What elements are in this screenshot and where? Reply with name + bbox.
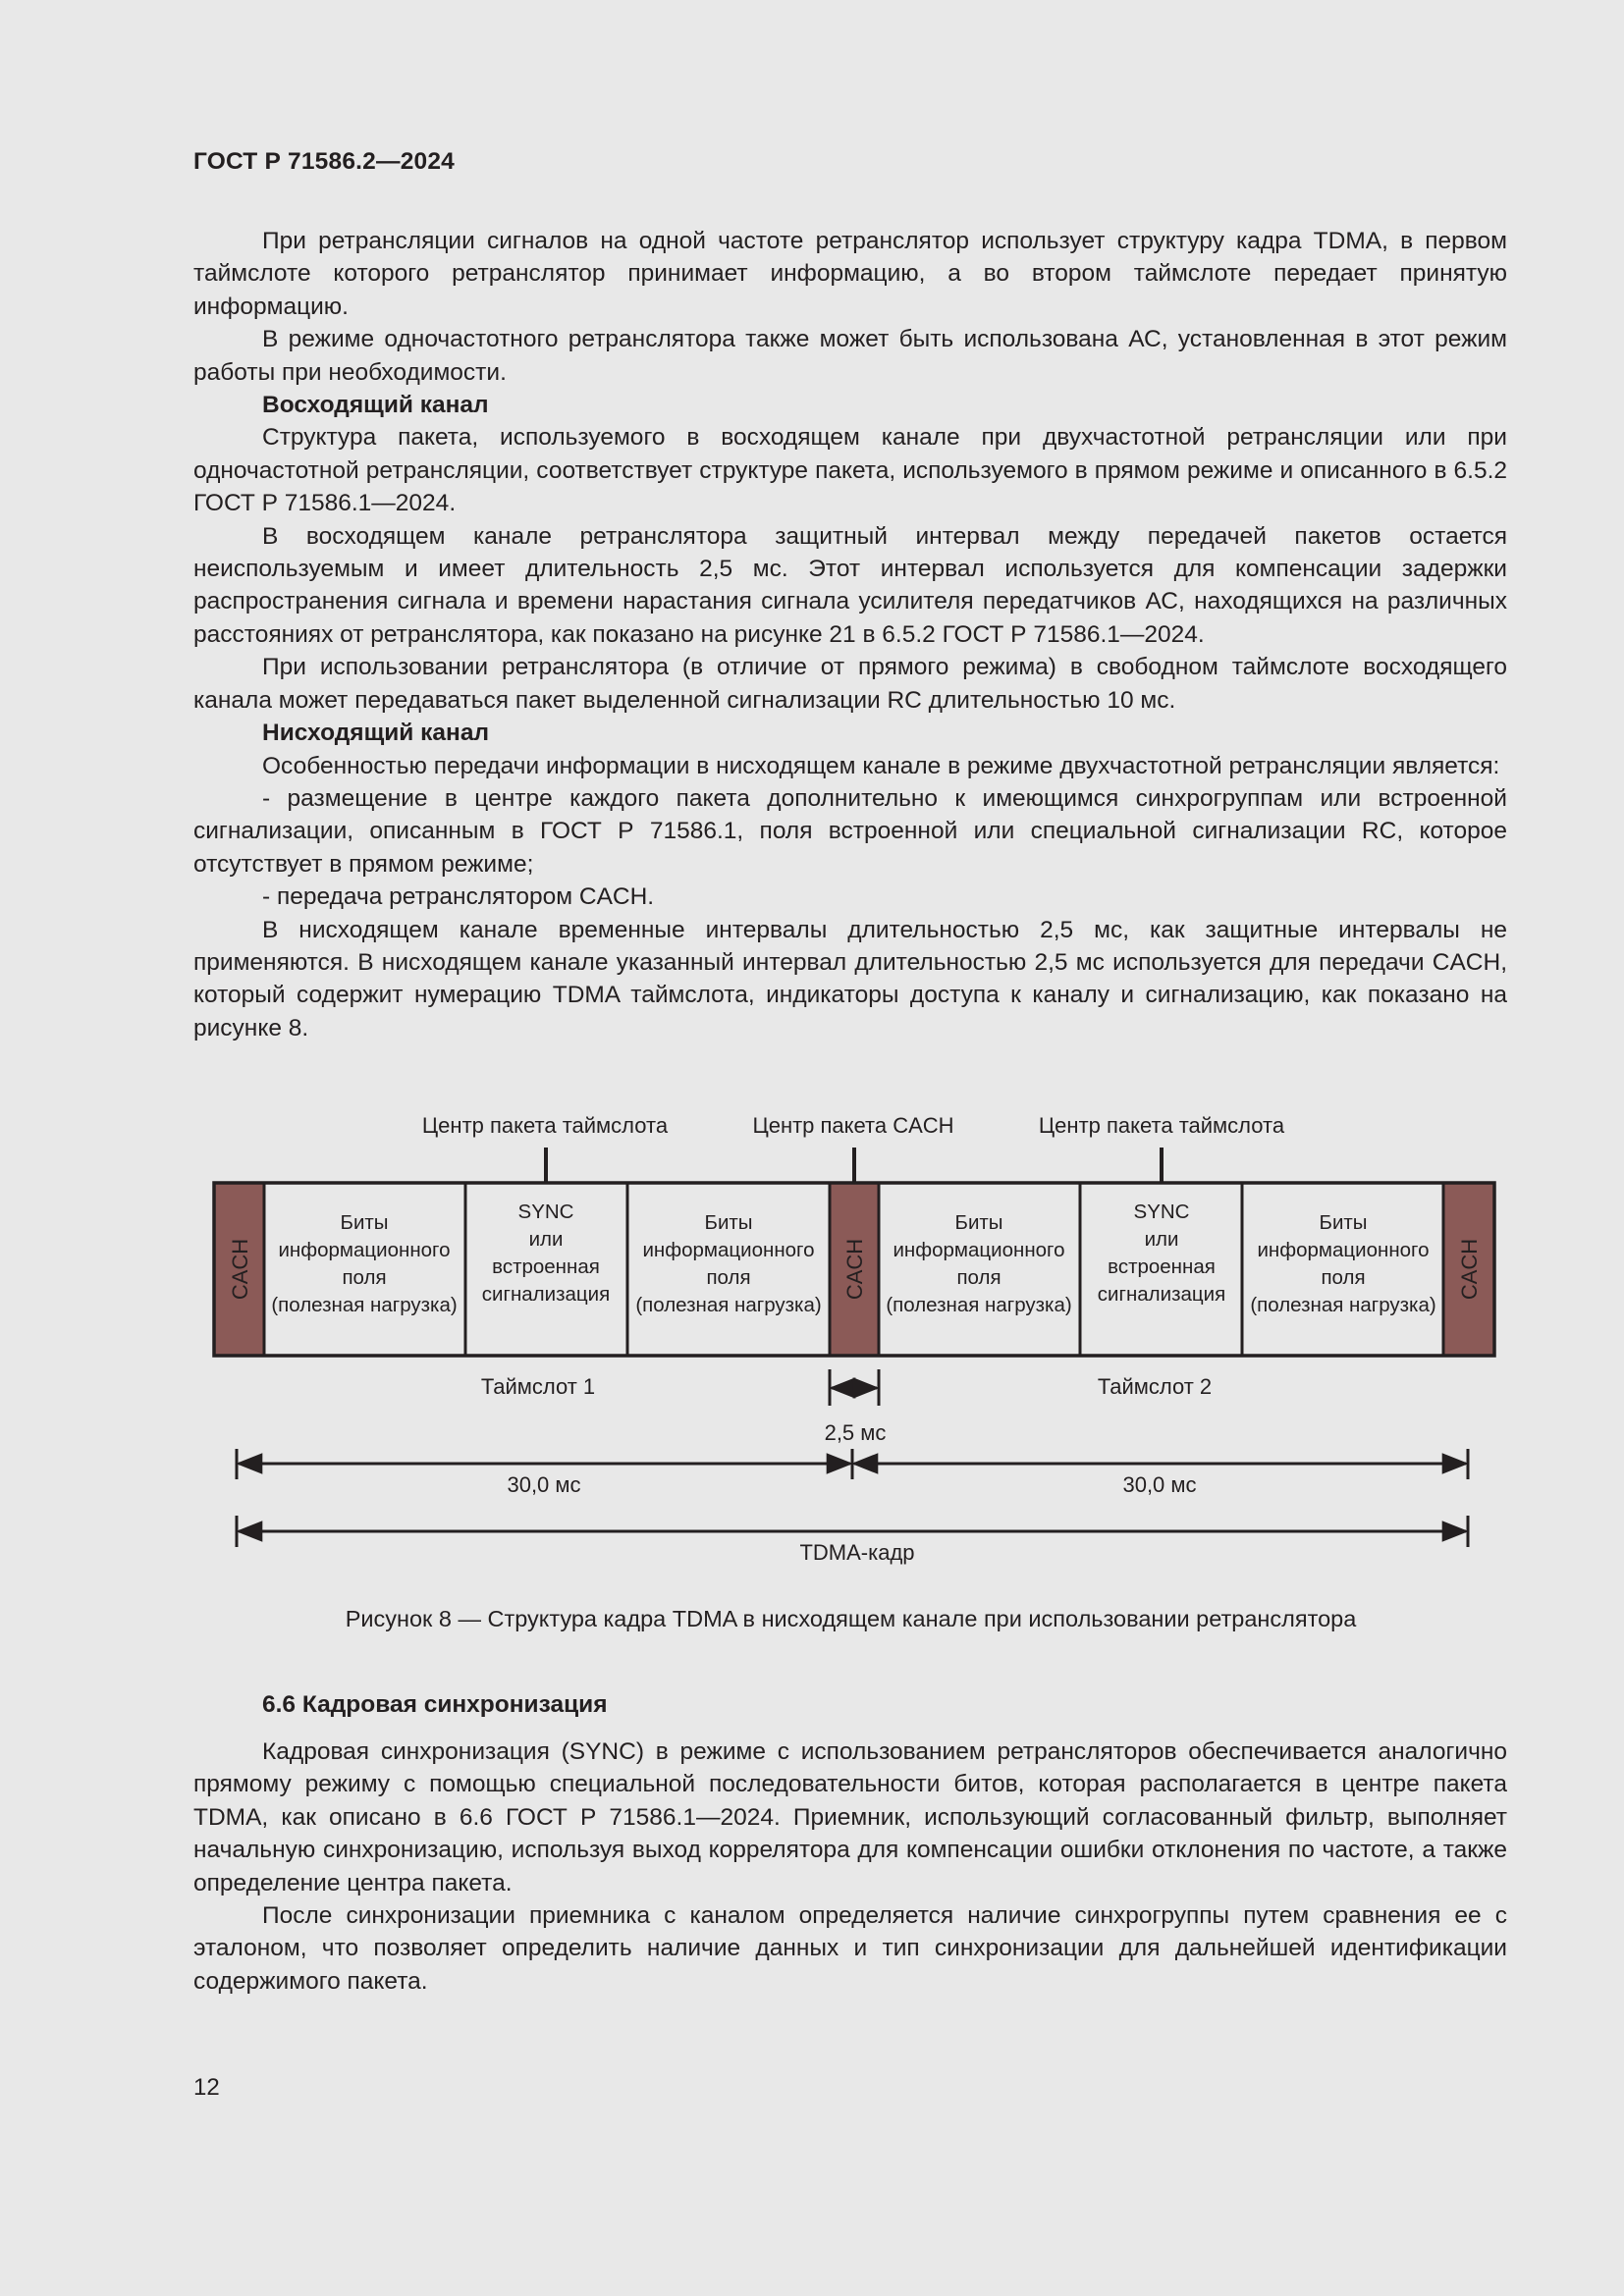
subheading-downlink: Нисходящий канал [262, 720, 490, 747]
svg-text:сигнализация: сигнализация [1097, 1283, 1226, 1306]
half-frame-label-2: 30,0 мс [1122, 1472, 1197, 1497]
half-frame-dimensions [237, 1449, 1468, 1479]
paragraph: После синхронизации приемника с каналом определяется наличие синхрогруппы путем сравнения ее с эталоном, что позволяет определить наличие данных и тип синхронизации для дальнейшей идентификации содержимого пакета. [193, 1902, 1507, 1995]
sync-field-1 [482, 1201, 610, 1306]
gap-dimension [830, 1369, 879, 1406]
svg-text:информационного: информационного [893, 1239, 1065, 1261]
info-field-4 [1250, 1211, 1435, 1316]
svg-text:(полезная нагрузка): (полезная нагрузка) [1250, 1294, 1436, 1316]
frame-label: TDMA-кадр [799, 1540, 915, 1565]
svg-text:Биты: Биты [1319, 1211, 1368, 1234]
cach-label-1: CACH [228, 1238, 252, 1301]
cach-label-2: CACH [842, 1238, 867, 1301]
svg-text:или: или [528, 1228, 564, 1251]
svg-text:(полезная нагрузка): (полезная нагрузка) [271, 1294, 458, 1316]
document-header: ГОСТ Р 71586.2—2024 [193, 148, 455, 175]
svg-text:поля: поля [1321, 1266, 1366, 1289]
svg-text:встроенная: встроенная [492, 1255, 600, 1278]
paragraph: Кадровая синхронизация (SYNC) в режиме с использованием ретрансляторов обеспечивается аналогично прямому режиму с помощью специальной последовательности битов, которая располагается в центре пакета TDMA, как описано в 6.6 ГОСТ Р 71586.1—2024. Приемник, использующий согласованный фильтр, выполняет начальную синхронизацию, используя выход коррелятора для компенсации ошибки отклонения по частоте, а также определение центра пакета. [193, 1738, 1507, 1896]
paragraph: Структура пакета, используемого в восходящем канале при двухчастотной ретрансляции или при одночастотной ретрансляции, соответствует структуре пакета, используемого в прямом режиме и описанного в 6.5.2 ГОСТ Р 71586.1—2024. [193, 424, 1507, 517]
paragraph: В режиме одночастотного ретранслятора также может быть использована АС, установленная в этот режим работы при необходимости. [193, 326, 1507, 386]
svg-text:информационного: информационного [1257, 1239, 1430, 1261]
info-field-2 [635, 1211, 821, 1316]
info-field-3 [886, 1211, 1071, 1316]
section-heading: 6.6 Кадровая синхронизация [262, 1691, 608, 1718]
svg-text:встроенная: встроенная [1108, 1255, 1216, 1278]
info-field-1 [271, 1211, 457, 1316]
svg-text:SYNC: SYNC [1133, 1201, 1190, 1223]
subheading-uplink: Восходящий канал [262, 392, 489, 419]
label-slot-center-1: Центр пакета таймслота [421, 1113, 669, 1138]
svg-text:или: или [1144, 1228, 1179, 1251]
half-frame-label-1: 30,0 мс [507, 1472, 581, 1497]
gap-label: 2,5 мс [824, 1420, 887, 1445]
svg-text:SYNC: SYNC [517, 1201, 574, 1223]
svg-text:информационного: информационного [642, 1239, 815, 1261]
svg-text:информационного: информационного [278, 1239, 451, 1261]
list-item: - передача ретранслятором CACH. [262, 883, 655, 911]
svg-text:сигнализация: сигнализация [481, 1283, 611, 1306]
paragraph: При использовании ретранслятора (в отличие от прямого режима) в свободном таймслоте восходящего канала может передаваться пакет выделенной сигнализации RC длительностью 10 мс. [193, 654, 1507, 714]
timeslot-2-label: Таймслот 2 [1097, 1374, 1213, 1399]
sync-field-2 [1098, 1201, 1225, 1306]
svg-text:Биты: Биты [704, 1211, 753, 1234]
page-number: 12 [193, 2074, 220, 2101]
label-cach-center: Центр пакета CACH [752, 1113, 954, 1138]
svg-text:поля: поля [706, 1266, 751, 1289]
paragraph: Особенностью передачи информации в нисходящем канале в режиме двухчастотной ретрансляции является: [262, 752, 1500, 779]
svg-text:(полезная нагрузка): (полезная нагрузка) [886, 1294, 1072, 1316]
cach-label-3: CACH [1457, 1238, 1482, 1301]
svg-text:Биты: Биты [340, 1211, 389, 1234]
svg-text:поля: поля [956, 1266, 1001, 1289]
timeslot-1-label: Таймслот 1 [480, 1374, 596, 1399]
svg-text:поля: поля [342, 1266, 387, 1289]
paragraph: При ретрансляции сигналов на одной частоте ретранслятор использует структуру кадра TDMA, в первом таймслоте которого ретранслятор принимает информацию, а во втором таймслоте передает принятую информацию. [193, 228, 1507, 320]
label-slot-center-2: Центр пакета таймслота [1038, 1113, 1285, 1138]
paragraph: В нисходящем канале временные интервалы длительностью 2,5 мс, как защитные интервалы не применяются. В нисходящем канале указанный интервал длительностью 2,5 мс используется для передачи CACH, который содержит нумерацию TDMA таймслота, индикаторы доступа к каналу и сигнализацию, как показано на рисунке 8. [193, 916, 1507, 1041]
svg-text:Биты: Биты [954, 1211, 1003, 1234]
list-item: - размещение в центре каждого пакета дополнительно к имеющимся синхрогруппам или встроенной сигнализации, описанным в ГОСТ Р 71586.1, поля встроенной или специальной сигнализации RC, которое отсутствует в прямом режиме; [193, 784, 1507, 878]
svg-text:(полезная нагрузка): (полезная нагрузка) [635, 1294, 822, 1316]
figure-caption: Рисунок 8 — Структура кадра TDMA в нисходящем канале при использовании ретранслятора [345, 1606, 1357, 1631]
paragraph: В восходящем канале ретранслятора защитный интервал между передачей пакетов остается неиспользуемым и имеет длительность 2,5 мс. Этот интервал используется для компенсации задержки распространения сигнала и времени нарастания сигнала усилителя передатчиков АС, находящихся на различных расстояниях от ретранслятора, как показано на рисунке 21 в 6.5.2 ГОСТ Р 71586.1—2024. [193, 522, 1507, 648]
body-text-bottom [193, 1735, 1507, 1998]
